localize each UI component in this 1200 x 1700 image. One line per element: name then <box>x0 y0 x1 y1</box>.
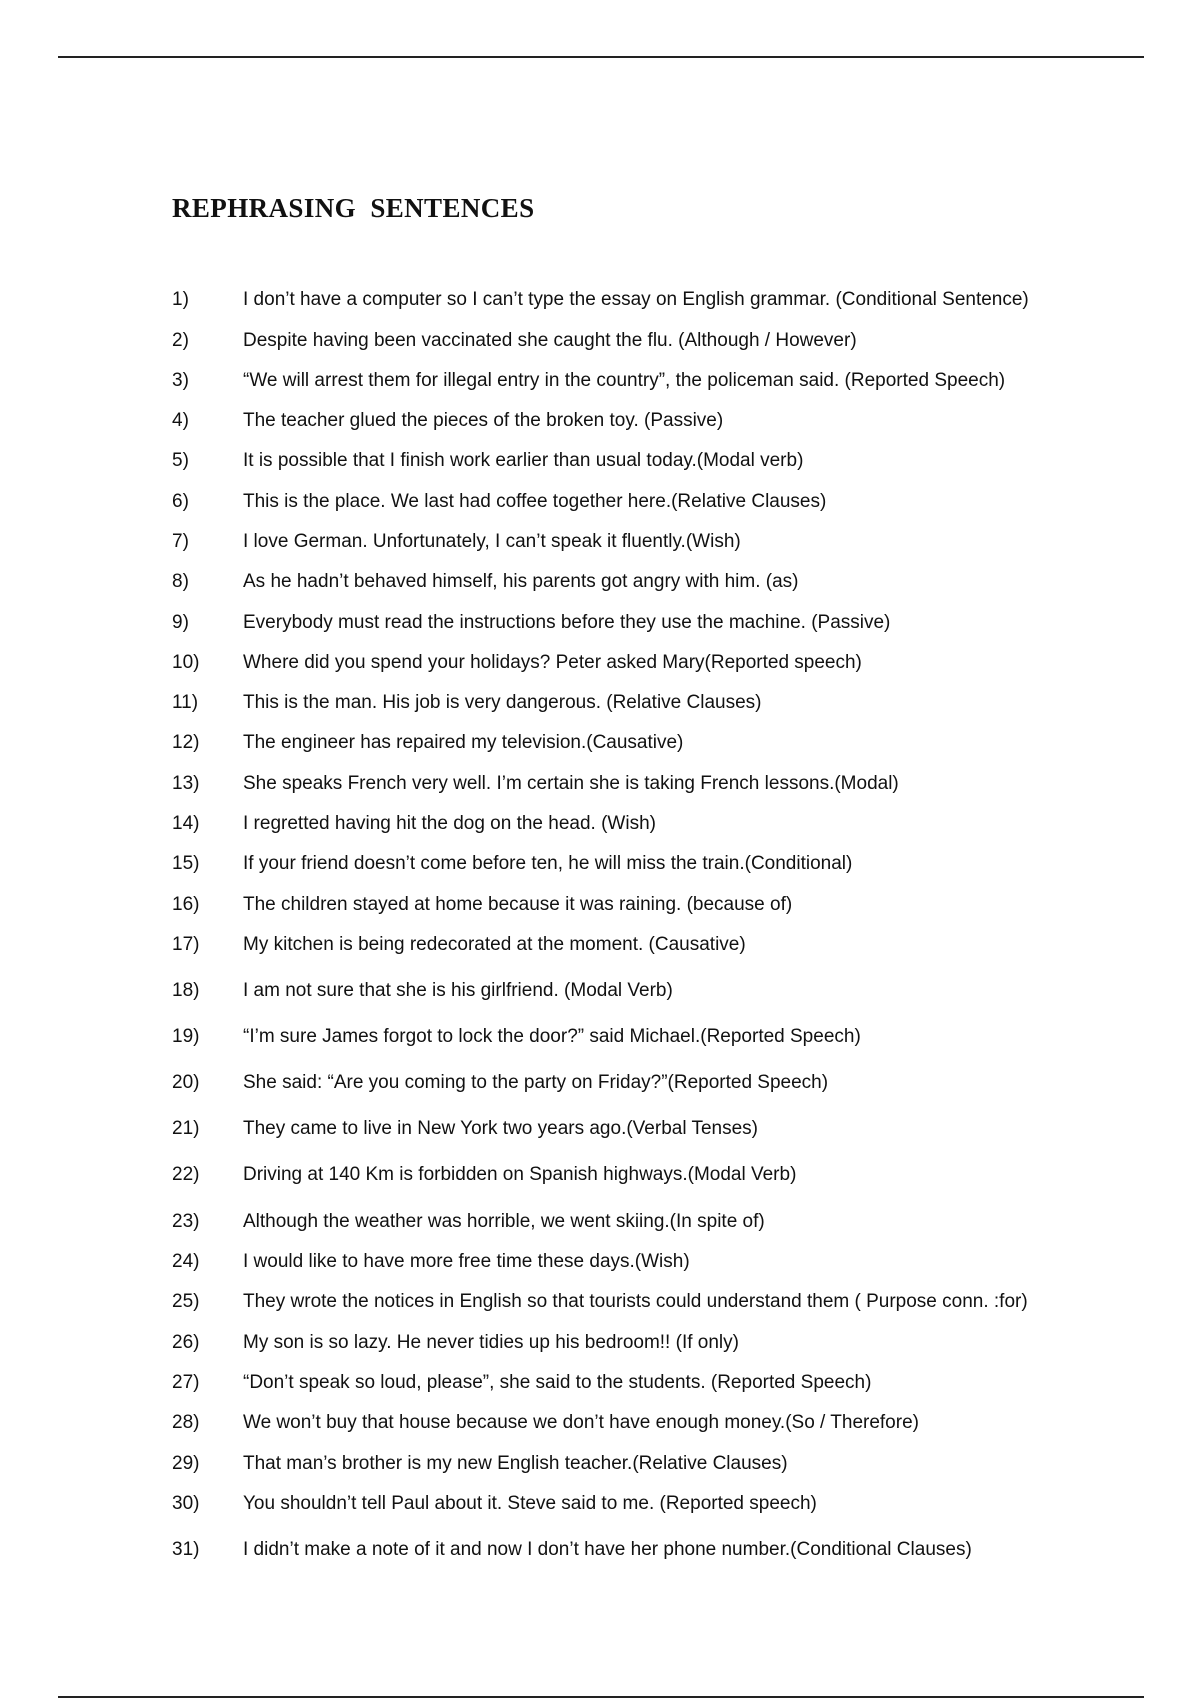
item-number: 21) <box>172 1118 200 1139</box>
item-sentence: As he hadn’t behaved himself, his parents got angry with him. (as) <box>243 571 799 592</box>
item-sentence: Everybody must read the instructions before they use the machine. (Passive) <box>243 612 891 633</box>
item-sentence: She said: “Are you coming to the party on Friday?”(Reported Speech) <box>243 1072 829 1093</box>
list-item <box>0 1247 1200 1277</box>
list-item <box>0 688 1200 718</box>
item-sentence: My kitchen is being redecorated at the moment. (Causative) <box>243 934 746 955</box>
list-item <box>0 769 1200 799</box>
item-sentence: If your friend doesn’t come before ten, he will miss the train.(Conditional) <box>243 853 853 874</box>
item-sentence: They wrote the notices in English so that tourists could understand them ( Purpose conn. :for) <box>243 1291 1028 1312</box>
item-number: 5) <box>172 450 189 471</box>
list-item <box>0 527 1200 557</box>
list-item <box>0 1114 1200 1144</box>
item-sentence: They came to live in New York two years ago.(Verbal Tenses) <box>243 1118 759 1139</box>
item-sentence: I love German. Unfortunately, I can’t speak it fluently.(Wish) <box>243 531 741 552</box>
item-number: 20) <box>172 1072 200 1093</box>
item-sentence: I don’t have a computer so I can’t type the essay on English grammar. (Conditional Sentence) <box>243 289 1029 310</box>
list-item <box>0 930 1200 960</box>
item-number: 4) <box>172 410 189 431</box>
item-sentence: I regretted having hit the dog on the head. (Wish) <box>243 813 656 834</box>
item-number: 25) <box>172 1291 200 1312</box>
item-number: 14) <box>172 813 200 834</box>
bottom-rule <box>58 1696 1144 1698</box>
list-item <box>0 890 1200 920</box>
item-sentence: She speaks French very well. I’m certain she is taking French lessons.(Modal) <box>243 773 899 794</box>
item-number: 7) <box>172 531 189 552</box>
list-item <box>0 849 1200 879</box>
item-sentence: Although the weather was horrible, we went skiing.(In spite of) <box>243 1211 765 1232</box>
item-sentence: Despite having been vaccinated she caught the flu. (Although / However) <box>243 330 857 351</box>
item-sentence: “We will arrest them for illegal entry in the country”, the policeman said. (Reported Speech) <box>243 370 1006 391</box>
item-number: 31) <box>172 1539 200 1560</box>
list-item <box>0 1449 1200 1479</box>
item-sentence: I am not sure that she is his girlfriend. (Modal Verb) <box>243 980 673 1001</box>
item-number: 16) <box>172 894 200 915</box>
list-item <box>0 1207 1200 1237</box>
item-sentence: That man’s brother is my new English teacher.(Relative Clauses) <box>243 1453 788 1474</box>
list-item <box>0 285 1200 315</box>
item-number: 15) <box>172 853 200 874</box>
page-title: REPHRASING SENTENCES <box>172 193 535 223</box>
item-sentence: The engineer has repaired my television.(Causative) <box>243 732 684 753</box>
item-number: 8) <box>172 571 189 592</box>
list-item <box>0 728 1200 758</box>
list-item <box>0 608 1200 638</box>
item-sentence: The children stayed at home because it was raining. (because of) <box>243 894 793 915</box>
item-number: 2) <box>172 330 189 351</box>
item-sentence: You shouldn’t tell Paul about it. Steve said to me. (Reported speech) <box>243 1493 817 1514</box>
item-sentence: We won’t buy that house because we don’t have enough money.(So / Therefore) <box>243 1412 919 1433</box>
item-number: 22) <box>172 1164 200 1185</box>
item-sentence: Driving at 140 Km is forbidden on Spanish highways.(Modal Verb) <box>243 1164 797 1185</box>
item-number: 28) <box>172 1412 200 1433</box>
item-number: 11) <box>172 692 199 713</box>
list-item <box>0 1489 1200 1519</box>
item-sentence: It is possible that I finish work earlier than usual today.(Modal verb) <box>243 450 804 471</box>
list-item <box>0 1408 1200 1438</box>
item-number: 30) <box>172 1493 200 1514</box>
item-number: 18) <box>172 980 200 1001</box>
list-item <box>0 366 1200 396</box>
item-number: 9) <box>172 612 189 633</box>
item-sentence: “I’m sure James forgot to lock the door?” said Michael.(Reported Speech) <box>243 1026 861 1047</box>
item-sentence: My son is so lazy. He never tidies up his bedroom!! (If only) <box>243 1332 739 1353</box>
item-sentence: I would like to have more free time these days.(Wish) <box>243 1251 690 1272</box>
item-number: 23) <box>172 1211 200 1232</box>
item-number: 13) <box>172 773 200 794</box>
item-number: 19) <box>172 1026 200 1047</box>
item-number: 10) <box>172 652 200 673</box>
item-sentence: This is the place. We last had coffee together here.(Relative Clauses) <box>243 491 827 512</box>
item-sentence: “Don’t speak so loud, please”, she said to the students. (Reported Speech) <box>243 1372 872 1393</box>
list-item <box>0 1535 1200 1565</box>
list-item <box>0 326 1200 356</box>
list-item <box>0 1287 1200 1317</box>
item-number: 24) <box>172 1251 200 1272</box>
item-number: 29) <box>172 1453 200 1474</box>
list-item <box>0 1022 1200 1052</box>
list-item <box>0 1160 1200 1190</box>
item-number: 1) <box>172 289 189 310</box>
list-item <box>0 1068 1200 1098</box>
list-item <box>0 406 1200 436</box>
list-item <box>0 1368 1200 1398</box>
list-item <box>0 809 1200 839</box>
item-number: 3) <box>172 370 189 391</box>
item-number: 17) <box>172 934 200 955</box>
list-item <box>0 446 1200 476</box>
item-number: 26) <box>172 1332 200 1353</box>
item-sentence: This is the man. His job is very dangerous. (Relative Clauses) <box>243 692 762 713</box>
list-item <box>0 1328 1200 1358</box>
item-sentence: I didn’t make a note of it and now I don’t have her phone number.(Conditional Clauses) <box>243 1539 972 1560</box>
item-sentence: The teacher glued the pieces of the broken toy. (Passive) <box>243 410 724 431</box>
item-number: 27) <box>172 1372 200 1393</box>
list-item <box>0 487 1200 517</box>
list-item <box>0 567 1200 597</box>
item-number: 12) <box>172 732 200 753</box>
list-item <box>0 976 1200 1006</box>
item-sentence: Where did you spend your holidays? Peter asked Mary(Reported speech) <box>243 652 862 673</box>
item-number: 6) <box>172 491 189 512</box>
list-item <box>0 648 1200 678</box>
